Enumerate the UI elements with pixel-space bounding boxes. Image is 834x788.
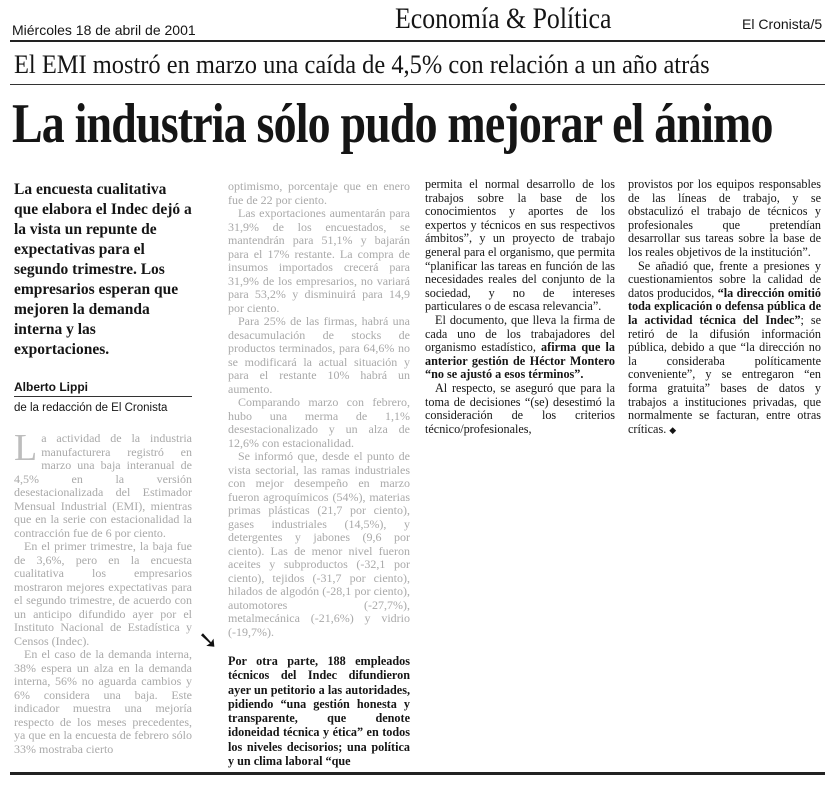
article-column-3 — [425, 178, 615, 436]
bottom-rule — [10, 772, 825, 775]
paragraph: a actividad de la industria manufacturera registró en marzo una baja interanual de 4,5% en la versión desestacionalizada del Estimador Mensual Industrial (EMI), mientras que en la serie con estacionalidad la contracción fue de 6 por ciento. — [14, 431, 192, 540]
byline-author: Alberto Lippi — [14, 380, 88, 394]
issue-date: Miércoles 18 de abril de 2001 — [12, 22, 196, 38]
article-column-2-continued — [228, 654, 410, 768]
paragraph: Comparando marzo con febrero, hubo una merma de 1,1% desestacionalizado y un alza de 12,6% con estacionalidad. — [228, 395, 410, 450]
paragraph: optimismo, porcentaje que en enero fue de 22 por ciento. — [228, 179, 410, 207]
article-column-2 — [228, 180, 410, 639]
byline-affiliation: de la redacción de El Cronista — [14, 402, 168, 414]
newspaper-page-label: El Cronista/5 — [742, 16, 823, 32]
paragraph: En el primer trimestre, la baja fue de 3,6%, pero en la encuesta cualitativa los empresarios mostraron mejores expectativas para el segundo trimestre, de acuerdo con un anticipo difundido ayer por el Instituto Nacional de Estadística y Censos (Indec). — [14, 539, 192, 648]
highlighted-text: “la dirección omitió toda explicación o defensa pública de la actividad técnica del Indec” — [628, 285, 821, 327]
paragraph: permita el normal desarrollo de los trabajos sobre la base de los conocimientos y aportes de los expertos y técnicos en sus respectivos ámbitos”, y un proyecto de trabajo general para el organismo, que permita “planificar las tareas en función de las necesidades reales del conjunto de la sociedad, y no de intereses particulares o de escasa relevancia”. — [425, 177, 615, 314]
paragraph: Por otra parte, 188 empleados técnicos del Indec difundieron ayer un petitorio a las autoridades, pidiendo “una gestión honesta y transparente, que denote idoneidad técnica y ética” en todos los niveles decisorios; una política y un clima laboral “que — [228, 654, 410, 769]
paragraph — [628, 260, 821, 439]
kicker-rule — [10, 84, 825, 85]
paragraph: Al respecto, se aseguró que para la toma de decisiones “(se) desestimó la consideración de los criterios técnico/profesionales, — [425, 380, 615, 436]
paragraph-text: Se añadió que, frente a presiones y cuestionamientos sobre la calidad de datos producidos, — [628, 258, 821, 300]
article-column-1 — [14, 427, 192, 756]
section-title: Economía & Política — [395, 2, 612, 35]
highlighted-text: afirma que la anterior gestión de Héctor Montero “no se ajustó a esos términos”. — [425, 340, 615, 382]
article-column-4 — [628, 178, 821, 438]
arrow-marker-icon: ➘ — [198, 626, 219, 654]
paragraph — [425, 314, 615, 382]
paragraph: Para 25% de las firmas, habrá una desacumulación de stocks de productos terminados, para 64,6% no se modificará la actual situación y para el restante 10% habrá un aumento. — [228, 314, 410, 396]
drop-cap: L — [14, 427, 38, 469]
paragraph: Las exportaciones aumentarán para 31,9% de los encuestados, se mantendrán para 51,1% y bajarán para el 17% restante. La compra de insumos importados crecerá para 31,9% de los empresarios, no variará para 53,2% y disminuirá para 14,9 por ciento. — [228, 206, 410, 315]
kicker-headline: El EMI mostró en marzo una caída de 4,5% con relación a un año atrás — [14, 50, 710, 79]
main-headline: La industria sólo pudo mejorar el ánimo — [12, 93, 773, 155]
byline-rule — [14, 396, 192, 397]
lede-summary: La encuesta cualitativa que elabora el Indec dejó a la vista un repunte de expectativas para el segundo trimestre. Los empresarios esperan que mejoren la demanda interna y las exportaciones. — [14, 181, 192, 358]
paragraph-text: El documento, que lleva la firma de cada uno de los trabajadores del organismo estadístico, — [425, 312, 615, 355]
paragraph: En el caso de la demanda interna, 38% espera un alza en la demanda interna, 56% no aguarda cambios y 6% considera una baja. Este indicador muestra una mejoría respecto de los meses precedentes, ya que en la encuesta de febrero sólo 33% mostraba cierto — [14, 647, 192, 756]
paragraph: provistos por los equipos responsables de las líneas de trabajo, y se obstaculizó el trabajo de técnicos y profesionales que pretendían desarrollar sus tareas sobre la base de los reales objetivos de la institución”. — [628, 177, 821, 259]
top-rule — [10, 40, 825, 42]
end-mark-icon: ◆ — [669, 425, 677, 436]
paragraph-text: ; se retiró de la difusión información pública, debido a que “la dirección no la consideraba políticamente conveniente”, y se entregaron “en forma gratuita” bases de datos y trabajos a instituciones privadas, que normalmente se facturan, entre otras críticas. — [628, 312, 821, 436]
paragraph: Se informó que, desde el punto de vista sectorial, las ramas industriales con mejor desempeño en marzo fueron agroquímicos (54%), materias primas plásticas (21,7 por ciento), gases industriales (14,5%), y detergentes y jabones (9,6 por ciento). Las de menor nivel fueron aceites y subproductos (-32,1 por ciento), tejidos (-31,7 por ciento), hilados de algodón (-28,1 por ciento), automotores (-27,7%), metalmecánica (-21,6%) y vidrio (-19,7%). — [228, 449, 410, 639]
